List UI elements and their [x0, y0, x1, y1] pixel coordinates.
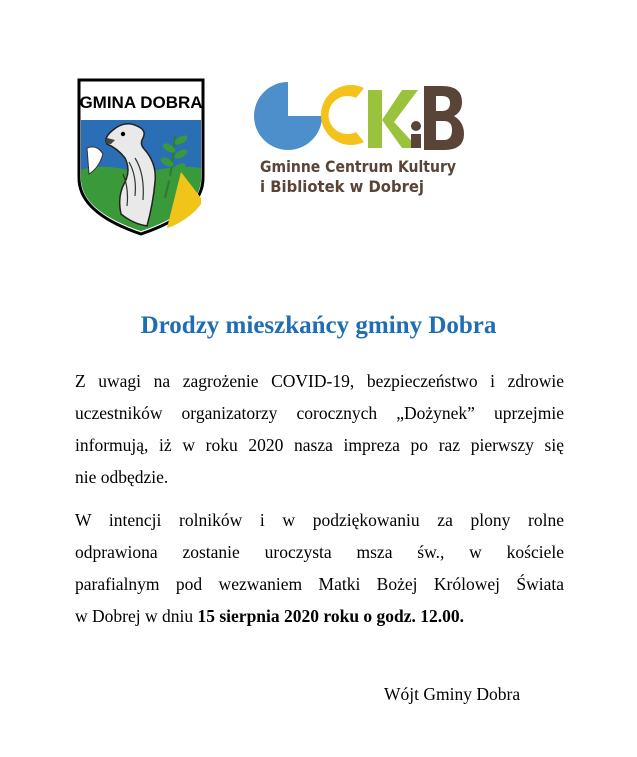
signature: Wójt Gminy Dobra — [384, 684, 521, 704]
paragraph-line: informują, iż w roku 2020 nasza impreza po raz pierwszy się — [75, 435, 564, 455]
gckib-letter-c — [321, 85, 364, 145]
gmina-dobra-crest-logo — [77, 78, 205, 236]
paragraph-line: Z uwagi na zagrożenie COVID-19, bezpieczeństwo i zdrowie — [75, 371, 564, 391]
paragraph-line: uczestników organizatorzy corocznych „Dożynek” uprzejmie — [75, 403, 564, 423]
paragraph-line — [75, 600, 564, 632]
mass-date-text: 15 sierpnia 2020 roku o godz. 12.00. — [197, 606, 465, 626]
gckib-letter-g — [254, 82, 322, 150]
crest-title: GMINA DOBRA — [79, 93, 203, 112]
gckib-logo — [252, 80, 464, 198]
letter-body — [75, 365, 564, 632]
mass-place-text: w Dobrej w dniu — [75, 606, 198, 626]
page-title: Drodzy mieszkańcy gminy Dobra — [140, 312, 497, 339]
gckib-line-2: i Bibliotek w Dobrej — [260, 177, 424, 196]
paragraph-line: W intencji rolników i w podziękowaniu za plony rolne — [75, 510, 564, 530]
header-logos — [0, 0, 637, 260]
paragraph-mass — [75, 504, 564, 632]
gckib-line-1: Gminne Centrum Kultury — [260, 157, 457, 176]
paragraph-covid — [75, 365, 564, 493]
gckib-letter-b — [424, 86, 464, 150]
gckib-letter-i — [411, 121, 421, 148]
gckib-letter-k — [368, 90, 418, 148]
paragraph-line: nie odbędzie. — [75, 467, 169, 487]
paragraph-line: parafialnym pod wezwaniem Matki Bożej Królowej Świata — [75, 574, 564, 594]
paragraph-line: odprawiona zostanie uroczysta msza św., w kościele — [75, 542, 564, 562]
